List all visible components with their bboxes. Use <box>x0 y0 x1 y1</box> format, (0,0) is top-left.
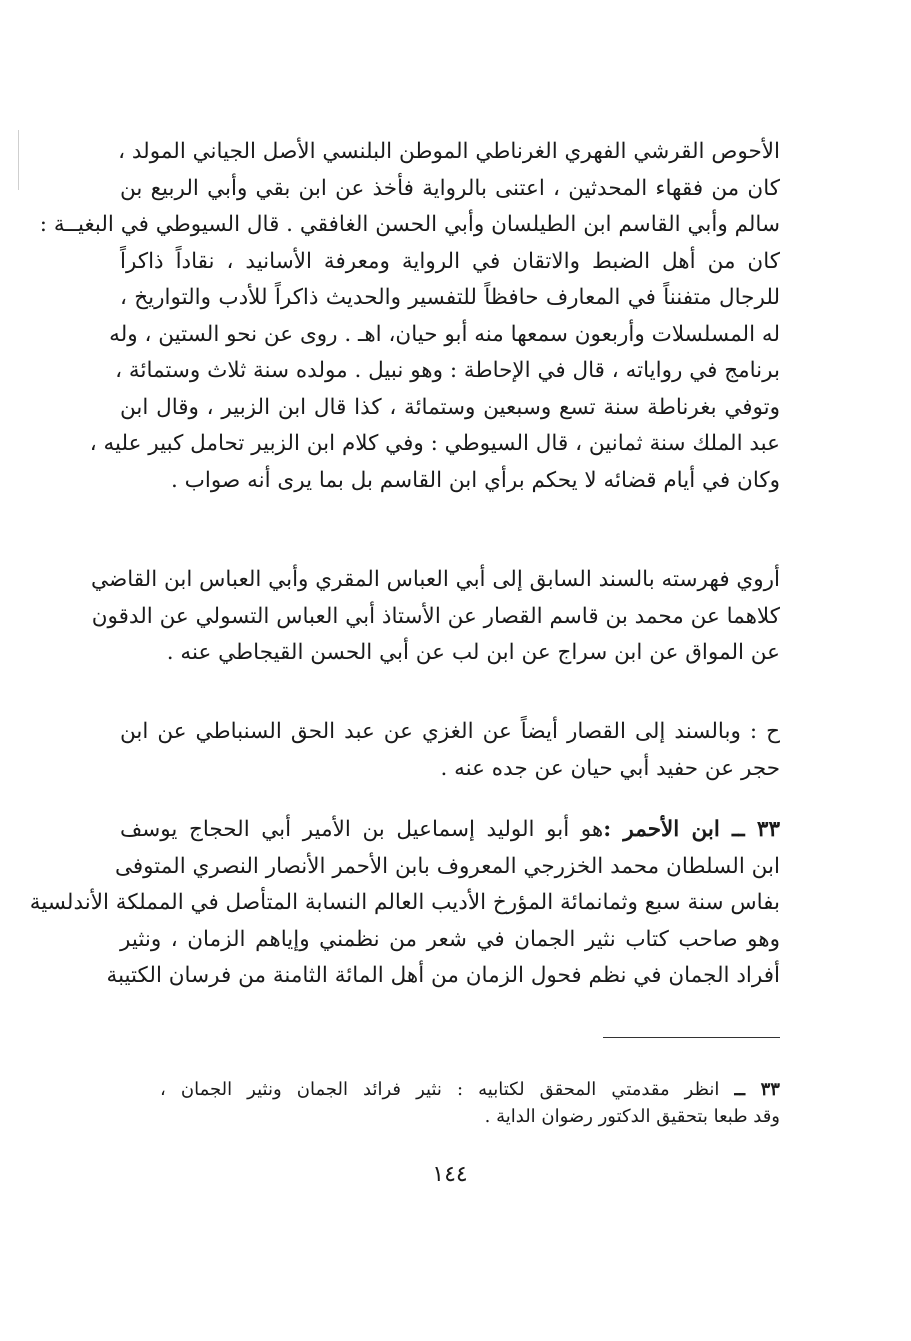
paragraph-chain-of-narration <box>91 562 780 672</box>
paragraph-alternate-chain <box>120 714 780 787</box>
footnote-separator <box>603 1037 780 1038</box>
page-number: ١٤٤ <box>432 1162 468 1187</box>
text-line: كان من فقهاء المحدثين ، اعتنى بالرواية فأخذ عن ابن بقي وأبي الربيع بن <box>120 175 780 201</box>
text-line: بفاس سنة سبع وثمانمائة المؤرخ الأديب العالم النسابة المتأصل في المملكة الأندلسية <box>29 890 780 915</box>
footnote-second-line: وقد طبعا بتحقيق الدكتور رضوان الداية . <box>484 1106 780 1127</box>
footnote <box>160 1076 780 1130</box>
text-line: كان من أهل الضبط والاتقان في الرواية ومعرفة الأسانيد ، نقاداً ذاكراً <box>120 248 780 274</box>
text-line: أروي فهرسته بالسند السابق إلى أبي العباس المقري وأبي العباس ابن القاضي <box>91 567 780 592</box>
scan-edge-mark <box>18 130 19 190</box>
text-line: وهو صاحب كتاب نثير الجمان في شعر من نظمني وإياهم الزمان ، ونثير <box>120 926 780 952</box>
text-line: للرجال متفنناً في المعارف حافظاً للتفسير والحديث ذاكراً للأدب والتواريخ ، <box>120 285 780 310</box>
footnote-first-line-text: انظر مقدمتي المحقق لكتابيه : نثير فرائد الجمان ونثير الجمان ، <box>160 1079 720 1100</box>
text-line: وكان في أيام قضائه لا يحكم برأي ابن القاسم بل بما يرى أنه صواب . <box>171 467 780 493</box>
entry-heading: ٣٣ ــ ابن الأحمر : <box>603 817 780 842</box>
text-line: عبد الملك سنة ثمانين ، قال السيوطي : وفي كلام ابن الزبير تحامل كبير عليه ، <box>89 431 780 456</box>
entry-33 <box>29 812 780 995</box>
text-line: أفراد الجمان في نظم فحول الزمان من أهل المائة الثامنة من فرسان الكتيبة <box>106 963 780 988</box>
paragraph-biography-continued <box>39 134 780 499</box>
book-page <box>29 0 780 1341</box>
text-line: عن المواق عن ابن سراج عن ابن لب عن أبي الحسن القيجاطي عنه . <box>166 640 780 665</box>
entry-first-line <box>120 812 780 849</box>
text-line: كلاهما عن محمد بن قاسم القصار عن الأستاذ أبي العباس التسولي عن الدقون <box>91 603 780 629</box>
text-line: وتوفي بغرناطة سنة تسع وسبعين وستمائة ، كذا قال ابن الزبير ، وقال ابن <box>120 394 780 420</box>
text-line: برنامج في رواياته ، قال في الإحاطة : وهو نبيل . مولده سنة ثلاث وستمائة ، <box>115 358 780 383</box>
footnote-number: ٣٣ ــ <box>734 1079 780 1100</box>
text-line: سالم وأبي القاسم ابن الطيلسان وأبي الحسن الغافقي . قال السيوطي في البغيــة : <box>39 212 780 237</box>
entry-first-line-text: هو أبو الوليد إسماعيل بن الأمير أبي الحجاج يوسف <box>120 817 604 842</box>
text-line: ابن السلطان محمد الخزرجي المعروف بابن الأحمر الأنصار النصري المتوفى <box>114 853 780 879</box>
text-line: حجر عن حفيد أبي حيان عن جده عنه . <box>440 755 780 781</box>
text-line: له المسلسلات وأربعون سمعها منه أبو حيان، اهـ . روى عن نحو الستين ، وله <box>109 321 780 347</box>
footnote-first-line <box>160 1076 780 1103</box>
text-line: الأحوص القرشي الفهري الغرناطي الموطن البلنسي الأصل الجياني المولد ، <box>118 139 780 164</box>
text-line: ح : وبالسند إلى القصار أيضاً عن الغزي عن عبد الحق السنباطي عن ابن <box>120 719 780 744</box>
